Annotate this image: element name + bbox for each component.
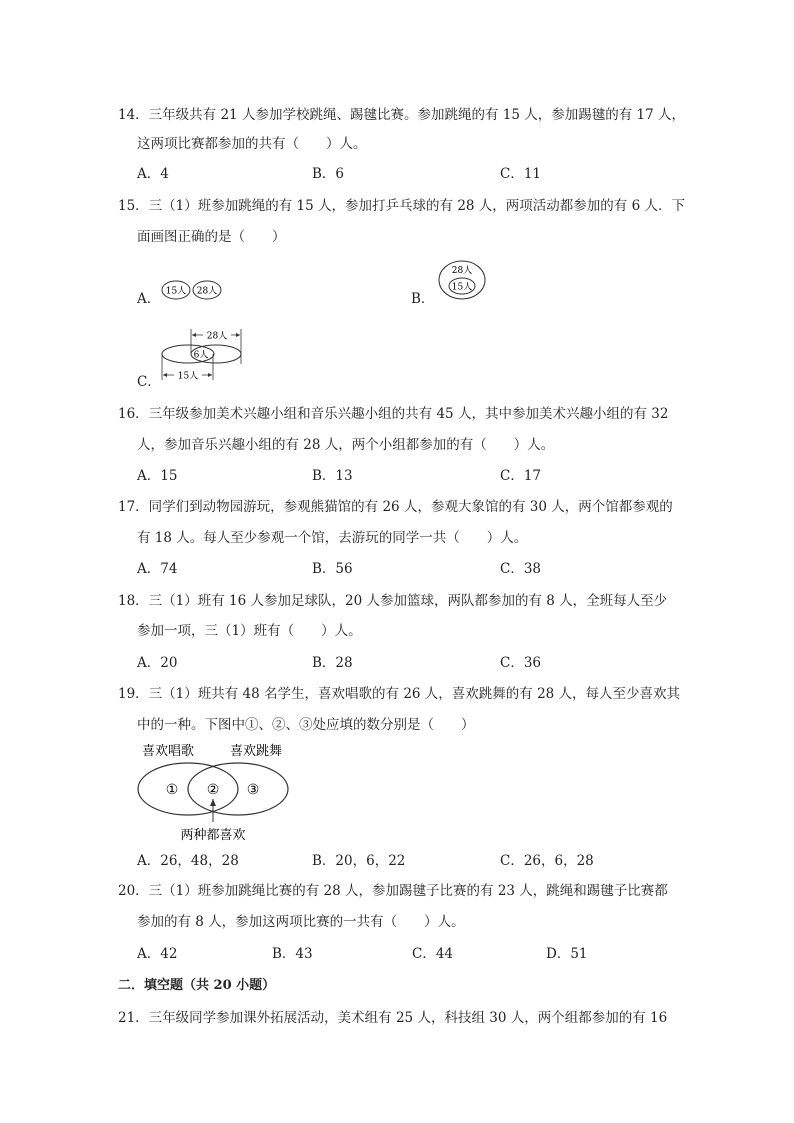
- q17-text-line1: 17．同学们到动物园游玩，参观熊猫馆的有 26 人，参观大象馆的有 30 人，两个馆都参观的: [118, 499, 673, 515]
- arrow-up-icon: [210, 799, 216, 806]
- q19-region-2: ②: [206, 782, 220, 798]
- q20-option-c[interactable]: C．44: [412, 946, 454, 962]
- q19-option-c[interactable]: C．26，6，28: [500, 853, 594, 869]
- q19-label-right: 喜欢跳舞: [229, 744, 283, 759]
- q19-option-a[interactable]: A．26，48，28: [137, 853, 239, 869]
- q16-option-b[interactable]: B．13: [312, 468, 353, 484]
- q21-text-line1: 21．三年级同学参加课外拓展活动，美术组有 25 人，科技组 30 人，两个组都参加的有 16: [118, 1010, 668, 1026]
- q17-text-line2: 有 18 人。每人至少参观一个馆，去游玩的同学一共（ ）人。: [137, 530, 528, 546]
- q15-option-a[interactable]: A．: [137, 291, 161, 307]
- q17-option-b[interactable]: B．56: [312, 561, 353, 577]
- q15-figure-b: [437, 259, 487, 301]
- q19-region-3: ③: [246, 782, 260, 798]
- q15-fig-b-outer-label: 28人: [451, 266, 473, 276]
- q15-figure-a: [160, 278, 226, 302]
- q15-option-c[interactable]: C．: [137, 374, 161, 390]
- q14-text-line2: 这两项比赛都参加的共有（ ）人。: [137, 136, 367, 152]
- q14-text-line1: 14．三年级共有 21 人参加学校跳绳、踢毽比赛。参加跳绳的有 15 人，参加踢毽的有 17 人，: [118, 107, 685, 123]
- q17-option-a[interactable]: A．74: [137, 561, 178, 577]
- q19-label-both: 两种都喜欢: [180, 828, 246, 843]
- q15-fig-a-left-label: 15人: [165, 286, 187, 297]
- q19-label-left: 喜欢唱歌: [141, 744, 195, 759]
- q14-option-b[interactable]: B．6: [312, 166, 345, 182]
- q18-option-a[interactable]: A．20: [137, 655, 178, 671]
- q18-text-line1: 18．三（1）班有 16 人参加足球队，20 人参加篮球，两队都参加的有 8 人，全班每人至少: [118, 593, 668, 609]
- q15-figure-c: [158, 326, 250, 384]
- q16-text-line2: 人，参加音乐兴趣小组的有 28 人，两个小组都参加的有（ ）人。: [137, 437, 555, 453]
- q16-text-line1: 16．三年级参加美术兴趣小组和音乐兴趣小组的共有 45 人，其中参加美术兴趣小组的有 32: [118, 406, 669, 422]
- q20-option-b[interactable]: B．43: [272, 946, 313, 962]
- q18-option-c[interactable]: C．36: [500, 655, 542, 671]
- q20-text-line2: 参加的有 8 人，参加这两项比赛的一共有（ ）人。: [137, 914, 465, 930]
- section-title-fill-in: 二．填空题（共 20 小题）: [118, 978, 276, 993]
- q19-venn-diagram: [130, 738, 300, 846]
- q17-option-c[interactable]: C．38: [500, 561, 542, 577]
- q18-option-b[interactable]: B．28: [312, 655, 353, 671]
- q15-text-line1: 15．三（1）班参加跳绳的有 15 人，参加打乒乓球的有 28 人，两项活动都参加的有 6 人．下: [118, 198, 685, 214]
- q14-option-a[interactable]: A．4: [137, 166, 169, 182]
- q15-fig-c-bottom-label: 15人: [177, 371, 199, 382]
- q15-fig-a-right-label: 28人: [196, 286, 218, 297]
- q19-option-b[interactable]: B．20，6，22: [312, 853, 406, 869]
- q15-fig-b-inner-label: 15人: [451, 282, 473, 293]
- q15-fig-c-top-label: 28人: [206, 331, 228, 342]
- q14-option-c[interactable]: C．11: [500, 166, 542, 182]
- q15-option-b[interactable]: B．: [411, 291, 435, 307]
- q16-option-a[interactable]: A．15: [137, 468, 178, 484]
- q20-option-d[interactable]: D．51: [546, 946, 588, 962]
- q19-region-1: ①: [165, 782, 179, 798]
- q15-text-line2: 面画图正确的是（ ）: [137, 229, 286, 245]
- q18-text-line2: 参加一项，三（1）班有（ ）人。: [137, 623, 362, 639]
- q15-fig-c-mid-label: 6人: [193, 350, 209, 361]
- q16-option-c[interactable]: C．17: [500, 468, 542, 484]
- q20-text-line1: 20．三（1）班参加跳绳比赛的有 28 人，参加踢毽子比赛的有 23 人，跳绳和踢毽子比赛都: [118, 883, 668, 899]
- q19-text-line1: 19．三（1）班共有 48 名学生，喜欢唱歌的有 26 人，喜欢跳舞的有 28 人，每人至少喜欢其: [118, 686, 681, 702]
- q19-text-line2: 中的一种。下图中①、②、③处应填的数分别是（ ）: [137, 717, 475, 733]
- q20-option-a[interactable]: A．42: [137, 946, 178, 962]
